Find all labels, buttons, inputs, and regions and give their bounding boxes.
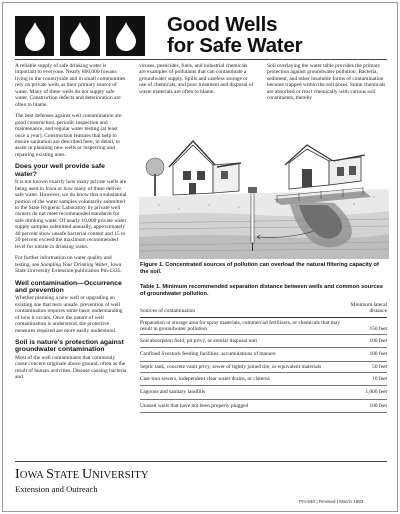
section-heading-safe-water: Does your well provide safe water? <box>15 163 105 178</box>
table-row <box>140 348 387 361</box>
table-title: Table 1. Minimum recommended separation distance between wells and common sources of groundwater pollution. <box>140 284 383 297</box>
water-drop-icon <box>106 16 145 56</box>
footer-divider <box>15 461 387 462</box>
pollutants-paragraph: viruses, pesticides, fuels, and industrial chemicals are examples of pollutants that can contaminate a groundwater supply. Spills and careless storage or use of chemicals, and poor treatment and disposal of waste materials are often to blame. <box>139 63 254 95</box>
separation-distance-table <box>140 302 387 413</box>
publication-link: Sampling Your Drinking Water <box>40 261 108 268</box>
extension-label: Extension and Outreach <box>15 484 98 494</box>
soil-paragraph: Most of the well contaminants that commonly cause concern originate above ground, often as the result of human activities. Disease causing bacteria and <box>15 354 127 381</box>
table-cell-source: Cast-iron sewers, independent clear water drains, or cisterns <box>140 373 347 386</box>
table-cell-distance: 100 feet <box>347 335 387 348</box>
table-cell-source: Soil absorption field, pit privy, or similar disposal unit <box>140 335 347 348</box>
table-cell-distance: 10 feet <box>347 373 387 386</box>
university-logo <box>15 467 149 495</box>
safe-water-paragraph: It is not known exactly how many private wells are being used in Iowa or how many of these deliver safe water. However, we do know that a substantial portion of the water samples voluntarily submitted to the State Hygienic Laboratory by private well owners do not meet recommended standards for safe drinking water. Of nearly 10,000 private water supply samples submitted annually, approximately 40 percent show unsafe bacterial content and 15 to 20 percent exceed the maximum recommended level for nitrate in drinking water. <box>15 179 127 250</box>
section-heading-contamination: Well contamination—Occurrence and prevention <box>15 279 122 294</box>
table-cell-source: Unused wells that have not been properly plugged <box>140 399 347 412</box>
table-cell-source: Septic tank, concrete vault privy, sewer of tightly joined tile, or equivalent materials <box>140 361 347 372</box>
column-header-source: Sources of contamination <box>140 302 347 317</box>
publication-info: Pm-840 | Revised | March 1993 <box>299 499 364 504</box>
title-divider <box>15 59 387 60</box>
table-cell-source: Preparation or storage area for spray materials, commercial fertilizers, or chemicals that may result in groundwater pollution <box>140 317 347 335</box>
table-cell-source: Confined livestock feeding facilities; accumulations of manure <box>140 348 347 361</box>
farm-well-illustration <box>139 119 389 259</box>
table-row <box>140 386 387 399</box>
page <box>2 2 398 512</box>
table-row <box>140 361 387 372</box>
column-1 <box>15 63 128 386</box>
water-drop-icon <box>15 16 54 56</box>
page-title <box>167 14 302 56</box>
table-header-row <box>140 302 387 317</box>
table-cell-distance: 1,000 feet <box>347 386 387 399</box>
column-2 <box>139 63 255 100</box>
section-heading-soil: Soil is nature's protection against groundwater contamination <box>15 339 124 354</box>
table-cell-distance: 100 feet <box>347 348 387 361</box>
table-cell-source: Lagoons and sanitary landfills <box>140 386 347 399</box>
contamination-paragraph: Whether planning a new well or upgrading an existing one that tests unsafe, prevention of well contamination requires some basic understanding of how it occurs. Once the nature of well contamination is understood, the protective measures required are more easily understood. <box>15 295 123 334</box>
column-header-distance: Minimum lateral distance <box>347 302 387 317</box>
water-drop-icon <box>60 16 99 56</box>
title-line-2: for Safe Water <box>167 34 303 57</box>
table-cell-distance: 100 feet <box>347 399 387 412</box>
table-cell-distance: 150 feet <box>347 317 387 335</box>
column-3 <box>267 63 387 107</box>
further-info-paragraph: For further information on water quality and testing, see Sampling Your Drinking Water, Iowa State University Extension publication Pm-1335. <box>15 255 122 275</box>
table-row <box>140 399 387 412</box>
title-line-1: Good Wells <box>167 13 278 36</box>
soil-overlay-paragraph: Soil overlaying the water table provides the primary protection against groundwater pollution. Bacteria, sediment, and other insoluble forms of contamination become trapped within the soil pores. Some chemicals are absorbed or react chemically with various soil constituents, thereby <box>267 63 386 102</box>
intro-paragraph: A reliable supply of safe drinking water is important to everyone. Nearly 800,000 Iowans living in the countryside and in small communities rely on private wells as their primary source of water. Many of these wells do not supply safe water. Construction defects and deterioration are often to blame. <box>15 63 126 108</box>
table-cell-distance: 50 feet <box>347 361 387 372</box>
university-name: IOWA STATE UNIVERSITY <box>15 467 149 482</box>
defenses-paragraph: The best defenses against well contamination are good construction, periodic inspection and maintenance, and regular water testing (at least once a year). Construction features that help to ensure sanitation are described here, in detail, to assist in planning new wells or inspecting and repairing existing ones. <box>15 113 122 158</box>
figure-caption: Figure 1. Concentrated sources of pollution can overload the natural filtering capacity of the soil. <box>140 262 379 275</box>
header-drop-icons <box>15 16 145 56</box>
table-row <box>140 317 387 335</box>
table-row <box>140 373 387 386</box>
table-row <box>140 335 387 348</box>
